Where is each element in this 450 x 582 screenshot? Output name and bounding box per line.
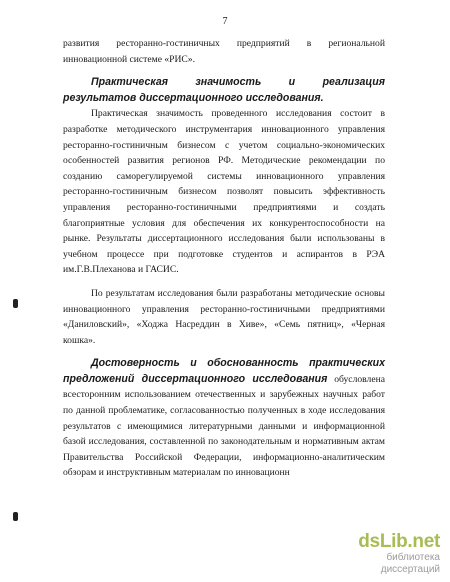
watermark-logo: dsLib.net [358, 531, 440, 552]
document-body [63, 36, 385, 481]
paragraph: развития ресторанно-гостиничных предприятий в региональной инновационной системе «РИС». [63, 38, 385, 65]
section-heading: Достоверность и обоснованность практических предложений диссертационного исследования [63, 357, 385, 385]
margin-mark [13, 299, 18, 308]
margin-mark [13, 512, 18, 521]
watermark [325, 532, 440, 576]
paragraph: Практическая значимость проведенного исследования состоит в разработке методического инструментария инновационного управления ресторанно-гостиничным бизнесом с учетом социально-экономических особенностей развития регионов РФ. Методические рекомендации по созданию саморегулируемой системы инновационного управления ресторанно-гостиничным бизнесом позволят повысить эффективность управления ресторанно-гостиничными предприятиями и создать благоприятные условия для обеспечения их конкурентоспособности на рынке. Результаты диссертационного исследования были использованы в учебном процессе при подготовке студентов и аспирантов в РЭА им.Г.В.Плеханова и ГАСИС. [63, 108, 385, 276]
paragraph-text: обусловлена всесторонним использованием отечественных и зарубежных научных работ по данной проблематике, согласованностью полученных в ходе исследования результатов с имеющимися литературными данными и информационной базой исследования, составленной по законодательным и нормативным актам Правительства Российской Федерации, информационно-аналитическим обзорам и инструктивным материалам по инновационн [63, 373, 385, 479]
page-number: 7 [222, 16, 228, 27]
paragraph [63, 356, 385, 481]
section-heading: Практическая значимость и реализация результатов диссертационного исследования. [63, 76, 385, 104]
paragraph: По результатам исследования были разработаны методические основы инновационного управления ресторанно-гостиничными предприятиями «Даниловский», «Ходжа Насреддин в Хиве», «Семь пятниц», «Черная кошка». [63, 287, 385, 346]
watermark-subtitle: библиотека диссертаций [380, 552, 440, 575]
